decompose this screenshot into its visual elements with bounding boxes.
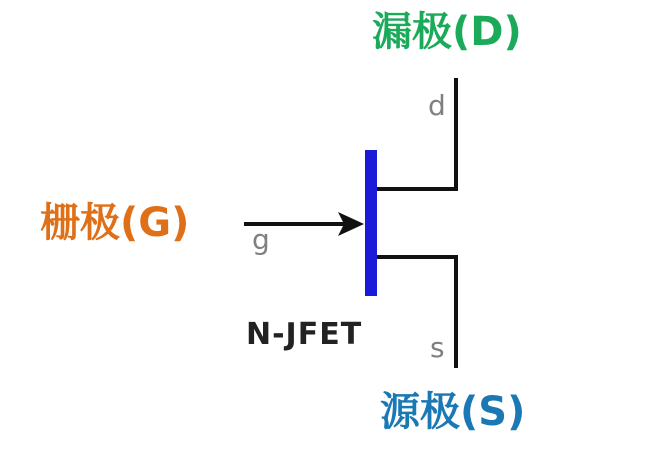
drain-label: 漏极(D) xyxy=(372,9,522,55)
drain-pin-label: d xyxy=(428,89,446,122)
source-pin-label: s xyxy=(430,331,445,364)
gate-pin-label: g xyxy=(252,223,270,256)
gate-label: 栅极(G) xyxy=(40,200,190,246)
source-label: 源极(S) xyxy=(380,389,526,435)
device-name: N-JFET xyxy=(246,317,363,352)
channel-bar xyxy=(365,150,377,296)
